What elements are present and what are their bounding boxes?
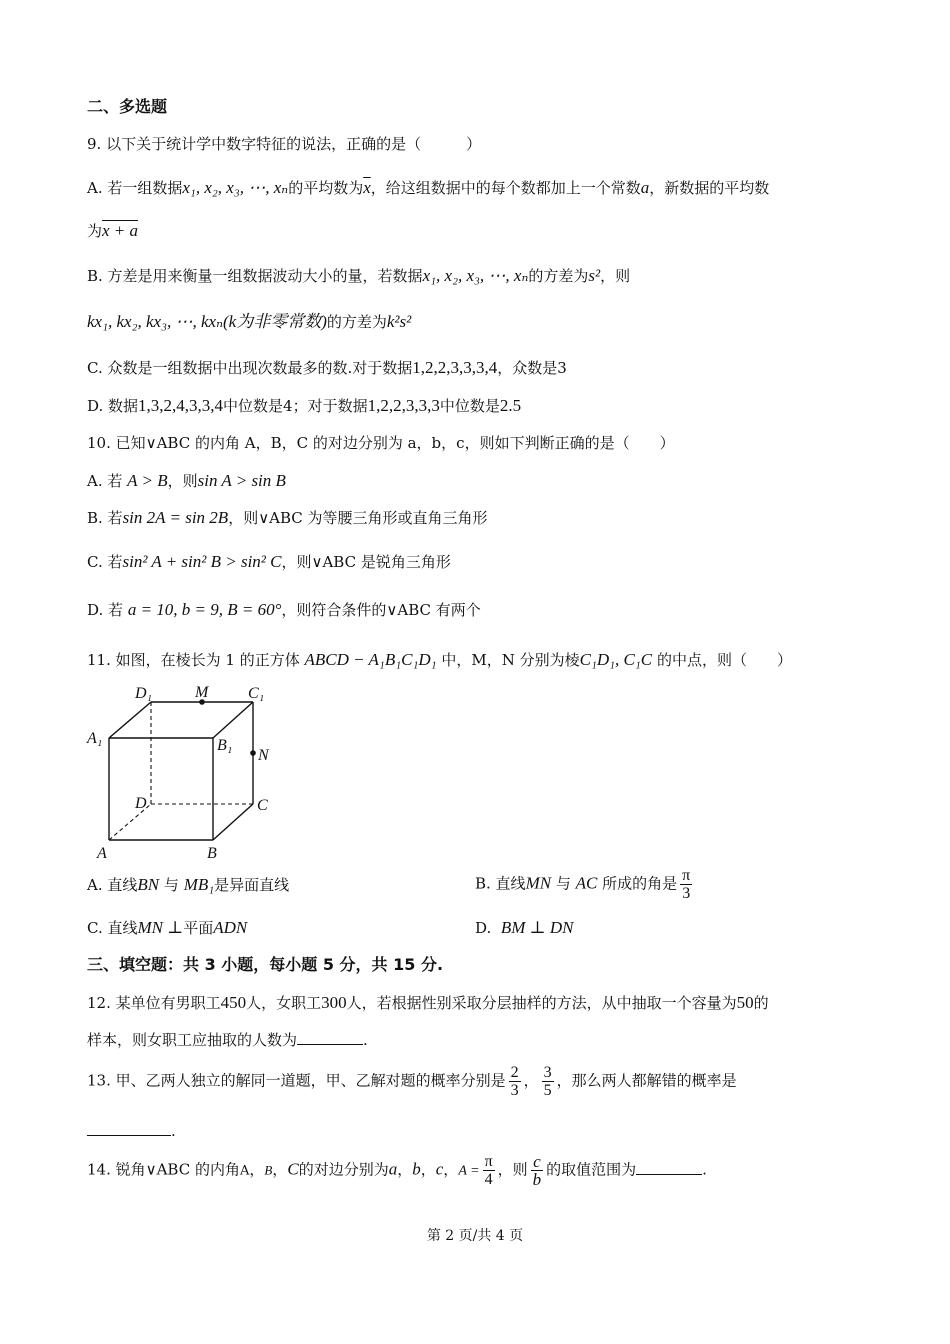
q11-option-a: A. 直线BN 与 MB₁是异面直线 (87, 875, 290, 894)
edge-BC (213, 804, 253, 840)
q9-option-a-line1: A. 若一组数据x₁, x₂, x₃, ⋯, xₙ的平均数为$\overline{x}$，给这组数据中的每个数都加上一个常数a，新数据的平均数 (87, 178, 770, 197)
q9-option-b-line2: kx₁, kx₂, kx₃, ⋯, kxₙ(k为非零常数)的方差为k²s² (87, 312, 412, 331)
q9-option-a-line2: 为x + a (87, 221, 139, 240)
q11-option-c: C. 直线MN ⊥平面ADN (87, 918, 248, 937)
fraction-pi-over-3: $\frac{\pi}{3}$ (682, 867, 691, 902)
q9-option-d: D. 数据1,3,2,4,3,3,4中位数是4；对于数据1,2,2,3,3,3中位数是2.5 (87, 396, 522, 415)
q9-option-b-line1: B. 方差是用来衡量一组数据波动大小的量，若数据x₁, x₂, x₃, ⋯, xₙ的方差为s²，则 (87, 266, 631, 285)
q10-stem: 10. 已知∨ABC 的内角 A，B，C 的对边分别为 a，b，c，则如下判断正确的是（ ） (87, 434, 675, 452)
q11-option-d: D. BM ⊥ DN (475, 918, 574, 937)
label-D1: D₁ (135, 685, 153, 702)
label-B: B (207, 845, 217, 862)
q13-line1: 13. 甲、乙两人独立的解同一道题，甲、乙解对题的概率分别是 $\frac{2}{3}$ ， $\frac{3}{5}$ ，那么两人都解错的概率是 (87, 1064, 737, 1099)
label-A: A (97, 845, 107, 862)
label-D: D (135, 795, 147, 812)
label-C: C (257, 797, 268, 814)
q10-option-b: B. 若sin 2A = sin 2B，则∨ABC 为等腰三角形或直角三角形 (87, 508, 488, 527)
q12-line1: 12. 某单位有男职工450人，女职工300人，若根据性别采取分层抽样的方法，从中抽取一个容量为50的 (87, 993, 769, 1012)
label-B1: B₁ (217, 737, 233, 754)
edge-B1C1 (213, 702, 253, 738)
fraction-c-over-b: $\frac{c}{b}$ (532, 1152, 542, 1189)
fraction-pi-over-4: $\frac{\pi}{4}$ (484, 1153, 493, 1188)
q14-line: 14. 锐角∨ABC 的内角A，B，C的对边分别为a，b，c，A = $\frac{\pi}{4}$ ，则 $\frac{c}{b}$ 的取值范围为 . (87, 1152, 707, 1189)
cube-figure (85, 680, 285, 865)
label-M: M (195, 684, 209, 701)
answer-blank-q13[interactable] (87, 1121, 171, 1136)
q11-stem: 11. 如图，在棱长为 1 的正方体 ABCD − A₁B₁C₁D₁ 中，M，N 分别为棱C₁D₁, C₁C 的中点，则（ ） (87, 650, 792, 669)
q10-option-c: C. 若sin² A + sin² B > sin² C，则∨ABC 是锐角三角形 (87, 552, 451, 571)
q9-option-c: C. 众数是一组数据中出现次数最多的数.对于数据1,2,2,3,3,3,4，众数是3 (87, 358, 567, 377)
q9-stem: 9. 以下关于统计学中数字特征的说法，正确的是（ ） (87, 135, 482, 153)
q12-line2: 样本，则女职工应抽取的人数为 . (87, 1031, 368, 1049)
section-title-fill-in: 三、填空题：共 3 小题，每小题 5 分，共 15 分. (87, 955, 444, 974)
q10-option-d: D. 若 a = 10, b = 9, B = 60°，则符合条件的∨ABC 有两个 (87, 600, 481, 619)
q10-option-a: A. 若 A > B，则sin A > sin B (87, 471, 286, 490)
label-C1: C₁ (248, 685, 265, 702)
q11-option-b: B. 直线MN 与 AC 所成的角是 $\frac{\pi}{3}$ (475, 867, 691, 902)
section-title-multiple-choice: 二、多选题 (87, 97, 168, 116)
answer-blank-q14[interactable] (636, 1160, 702, 1175)
label-A1: A₁ (87, 730, 103, 747)
label-N: N (258, 747, 269, 764)
fraction-3-5: $\frac{3}{5}$ (543, 1064, 552, 1099)
point-N (250, 750, 256, 756)
q13-line2: . (87, 1120, 176, 1142)
answer-blank-q12[interactable] (297, 1030, 363, 1045)
fraction-2-3: $\frac{2}{3}$ (510, 1064, 519, 1099)
page-footer: 第 2 页/共 4 页 (426, 1228, 524, 1244)
edge-A1D1 (109, 702, 151, 738)
